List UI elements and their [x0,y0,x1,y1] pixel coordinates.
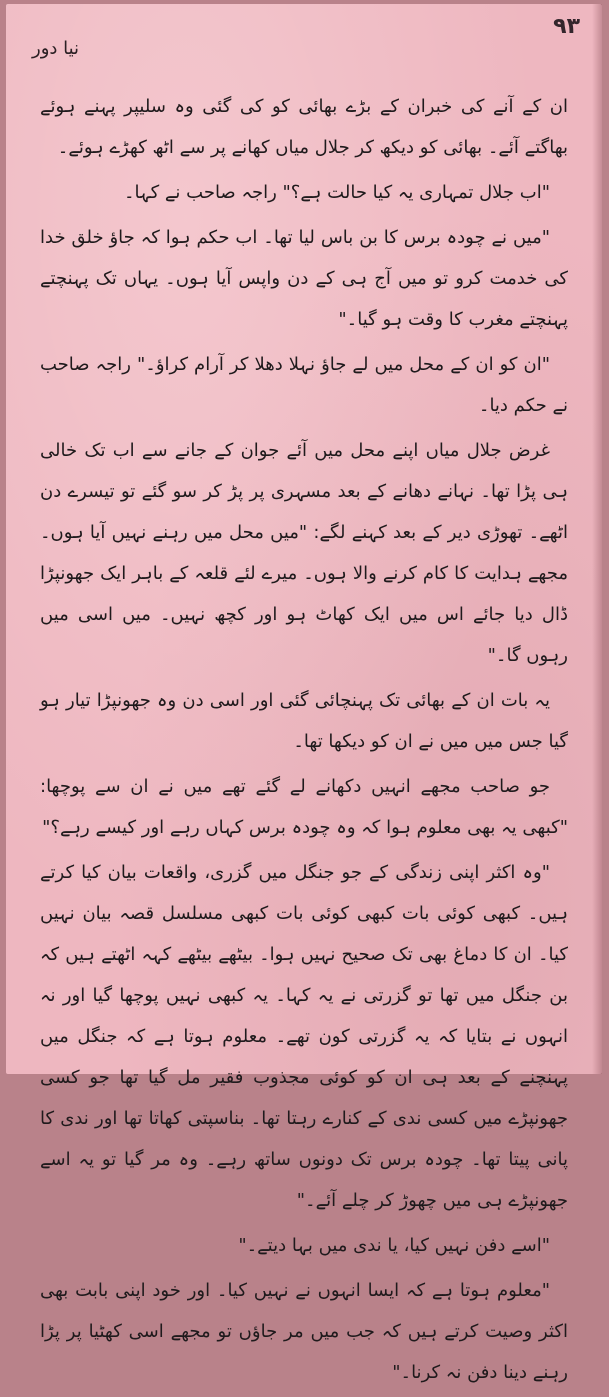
paragraph: "وہ اکثر اپنی زندگی کے جو جنگل میں گزری، واقعات بیان کیا کرتے ہیں۔ کبھی کوئی بات کبھی کوئی بات کبھی مسلسل قصہ بیان نہیں کیا۔ ان کا دماغ بھی تک صحیح نہیں ہوا۔ بیٹھے بیٹھے کہہ اٹھتے ہیں کہ بن جنگل میں تھا تو گزرتی نے یہ کہا۔ یہ کبھی نہیں پوچھا گیا اور نہ انہوں نے بتایا کہ یہ گزرتی کون تھے۔ معلوم ہوتا ہے کہ جنگل میں پہنچنے کے بعد ہی ان کو کوئی مجذوب فقیر مل گیا تھا جو کسی جھونپڑے میں کسی ندی کے کنارے رہتا تھا۔ بناسپتی کھاتا تھا اور ندی کا پانی پیتا تھا۔ چودہ برس تک دونوں ساتھ رہے۔ وہ مر گیا تو یہ اسے جھونپڑے ہی میں چھوڑ کر چلے آئے۔" [40,862,568,1211]
paragraph: "معلوم ہوتا ہے کہ ایسا انہوں نے نہیں کیا۔ اور خود اپنی بابت بھی اکثر وصیت کرتے ہیں کہ جب میں مر جاؤں تو مجھے اسی کھٹیا پر پڑا رہنے دینا دفن نہ کرنا۔" [40,1280,568,1383]
paragraph: "اب جلال تمہاری یہ کیا حالت ہے؟" راجہ صاحب نے کہا۔ [124,182,550,203]
body-text [40,86,568,1397]
book-page [6,4,602,1383]
paragraph: "ان کو ان کے محل میں لے جاؤ نہلا دھلا کر آرام کراؤ۔" راجہ صاحب نے حکم دیا۔ [40,354,568,416]
running-title: نیا دور [32,38,80,59]
paragraph: یہ بات ان کے بھائی تک پہنچائی گئی اور اسی دن وہ جھونپڑا تیار ہو گیا جس میں میں نے ان کو دیکھا تھا۔ [40,690,568,752]
paragraph: ان کے آنے کی خبران کے بڑے بھائی کو کی گئی وہ سلیپر پہنے ہوئے بھاگتے آئے۔ بھائی کو دیکھ کر جلال میاں کھانے پر سے اٹھ کھڑے ہوئے۔ [40,96,568,158]
paragraph: "اسے دفن نہیں کیا، یا ندی میں بہا دیتے۔" [238,1235,550,1256]
paragraph: غرض جلال میاں اپنے محل میں آئے جوان کے جانے سے اب تک خالی ہی پڑا تھا۔ نہانے دھانے کے بعد مسہری پر پڑ کر سو گئے تو تیسرے دن اٹھے۔ تھوڑی دیر کے بعد کہنے لگے: "میں محل میں رہنے نہیں آیا ہوں۔ مجھے ہدایت کا کام کرنے والا ہوں۔ میرے لئے قلعہ کے باہر ایک جھونپڑا ڈال دیا جائے اس میں ایک کھاٹ ہو اور کچھ نہیں۔ میں اسی میں رہوں گا۔" [40,440,568,666]
paragraph: "میں نے چودہ برس کا بن باس لیا تھا۔ اب حکم ہوا کہ جاؤ خلق خدا کی خدمت کرو تو میں آج ہی کے دن واپس آیا ہوں۔ یہاں تک پہنچتے پہنچتے مغرب کا وقت ہو گیا۔" [40,227,568,330]
spine-shadow [592,4,602,1074]
page-number: ٩٣ [553,14,580,39]
paragraph: جو صاحب مجھے انہیں دکھانے لے گئے تھے میں نے ان سے پوچھا: "کبھی یہ بھی معلوم ہوا کہ وہ چودہ برس کہاں رہے اور کیسے رہے؟" [40,776,568,838]
